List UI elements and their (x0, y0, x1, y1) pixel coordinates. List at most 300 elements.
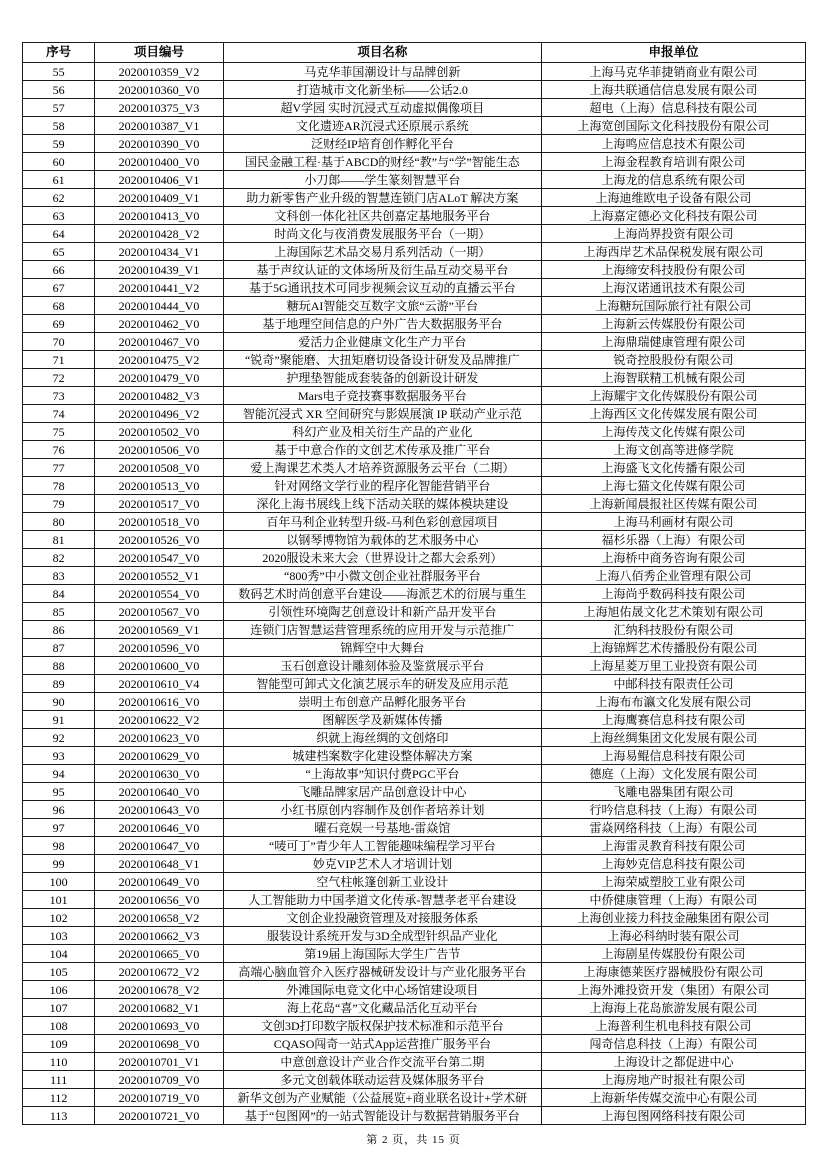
header-cell-no: 序号 (23, 43, 95, 63)
cell-serial-number: 106 (23, 981, 95, 999)
cell-project-id: 2020010678_V2 (95, 981, 223, 999)
table-row (23, 567, 806, 585)
cell-serial-number: 92 (23, 729, 95, 747)
cell-project-name: 深化上海书展线上线下活动关联的媒体模块建设 (223, 495, 541, 513)
cell-project-id: 2020010719_V0 (95, 1089, 223, 1107)
cell-serial-number: 109 (23, 1035, 95, 1053)
cell-serial-number: 60 (23, 153, 95, 171)
cell-project-name: 文创企业投融资管理及对接服务体系 (223, 909, 541, 927)
cell-serial-number: 56 (23, 81, 95, 99)
cell-applicant-org: 上海星菱万里工业投资有限公司 (541, 657, 805, 675)
cell-project-name: 多元文创载体联动运营及媒体服务平台 (223, 1071, 541, 1089)
cell-applicant-org: 行吟信息科技（上海）有限公司 (541, 801, 805, 819)
table-row (23, 1035, 806, 1053)
cell-applicant-org: 上海鹰赛信息科技有限公司 (541, 711, 805, 729)
table-row (23, 387, 806, 405)
cell-project-id: 2020010400_V0 (95, 153, 223, 171)
table-row (23, 603, 806, 621)
cell-serial-number: 90 (23, 693, 95, 711)
cell-applicant-org: 上海新华传媒交流中心有限公司 (541, 1089, 805, 1107)
cell-project-name: 外滩国际电竞文化中心场馆建设项目 (223, 981, 541, 999)
cell-project-id: 2020010508_V0 (95, 459, 223, 477)
table-row (23, 909, 806, 927)
cell-project-name: 小红书原创内容制作及创作者培养计划 (223, 801, 541, 819)
cell-serial-number: 81 (23, 531, 95, 549)
cell-project-name: 国民金融工程·基于ABCD的财经“教”与“学”智能生态 (223, 153, 541, 171)
cell-applicant-org: 上海鼎瑞健康管理有限公司 (541, 333, 805, 351)
cell-applicant-org: 上海传茂文化传媒有限公司 (541, 423, 805, 441)
cell-project-id: 2020010513_V0 (95, 477, 223, 495)
table-row (23, 279, 806, 297)
cell-serial-number: 84 (23, 585, 95, 603)
table-row (23, 765, 806, 783)
cell-project-id: 2020010701_V1 (95, 1053, 223, 1071)
cell-serial-number: 95 (23, 783, 95, 801)
cell-applicant-org: 上海剧星传媒股份有限公司 (541, 945, 805, 963)
cell-project-name: 中意创意设计产业合作交流平台第二期 (223, 1053, 541, 1071)
cell-project-name: 上海国际艺术品交易月系列活动（一期） (223, 243, 541, 261)
cell-project-id: 2020010552_V1 (95, 567, 223, 585)
cell-applicant-org: 上海房地产时报社有限公司 (541, 1071, 805, 1089)
cell-serial-number: 103 (23, 927, 95, 945)
cell-applicant-org: 上海七猫文化传媒有限公司 (541, 477, 805, 495)
cell-applicant-org: 上海宽创国际文化科技股份有限公司 (541, 117, 805, 135)
cell-serial-number: 65 (23, 243, 95, 261)
cell-project-name: 引领性环境陶艺创意设计和新产品开发平台 (223, 603, 541, 621)
cell-serial-number: 62 (23, 189, 95, 207)
cell-serial-number: 113 (23, 1107, 95, 1125)
cell-serial-number: 73 (23, 387, 95, 405)
table-row (23, 927, 806, 945)
table-header (23, 43, 806, 63)
cell-applicant-org: 雷焱网络科技（上海）有限公司 (541, 819, 805, 837)
cell-project-id: 2020010462_V0 (95, 315, 223, 333)
cell-serial-number: 98 (23, 837, 95, 855)
cell-project-id: 2020010622_V2 (95, 711, 223, 729)
cell-project-name: 智能型可卸式文化演艺展示车的研发及应用示范 (223, 675, 541, 693)
cell-project-name: 基于地理空间信息的户外广告大数据服务平台 (223, 315, 541, 333)
cell-serial-number: 85 (23, 603, 95, 621)
cell-project-name: 人工智能助力中国孝道文化传承-智慧孝老平台建设 (223, 891, 541, 909)
table-row (23, 657, 806, 675)
cell-applicant-org: 上海尚乎数码科技有限公司 (541, 585, 805, 603)
table-row (23, 153, 806, 171)
cell-applicant-org: 汇纳科技股份有限公司 (541, 621, 805, 639)
cell-project-name: 基于中意合作的文创艺术传承及推广平台 (223, 441, 541, 459)
table-row (23, 333, 806, 351)
cell-serial-number: 77 (23, 459, 95, 477)
cell-serial-number: 83 (23, 567, 95, 585)
cell-project-id: 2020010413_V0 (95, 207, 223, 225)
table-row (23, 711, 806, 729)
table-row (23, 63, 806, 81)
cell-project-name: 百年马利企业转型升级-马利色彩创意园项目 (223, 513, 541, 531)
cell-project-id: 2020010409_V1 (95, 189, 223, 207)
cell-project-id: 2020010518_V0 (95, 513, 223, 531)
cell-applicant-org: 上海盛飞文化传播有限公司 (541, 459, 805, 477)
table-row (23, 171, 806, 189)
cell-applicant-org: 上海耀宇文化传媒股份有限公司 (541, 387, 805, 405)
cell-serial-number: 112 (23, 1089, 95, 1107)
cell-project-id: 2020010693_V0 (95, 1017, 223, 1035)
cell-project-name: 科幻产业及相关衍生产品的产业化 (223, 423, 541, 441)
cell-applicant-org: 德庭（上海）文化发展有限公司 (541, 765, 805, 783)
cell-project-id: 2020010640_V0 (95, 783, 223, 801)
cell-serial-number: 59 (23, 135, 95, 153)
table-row (23, 675, 806, 693)
cell-project-id: 2020010672_V2 (95, 963, 223, 981)
table-row (23, 1071, 806, 1089)
cell-applicant-org: 上海锦辉艺术传播股份有限公司 (541, 639, 805, 657)
table-row (23, 99, 806, 117)
cell-applicant-org: 上海包图网络科技有限公司 (541, 1107, 805, 1125)
cell-project-id: 2020010596_V0 (95, 639, 223, 657)
cell-applicant-org: 上海雷灵教育科技有限公司 (541, 837, 805, 855)
cell-project-name: 糖玩AI智能交互数字文旅“云游”平台 (223, 297, 541, 315)
cell-project-id: 2020010406_V1 (95, 171, 223, 189)
cell-project-id: 2020010647_V0 (95, 837, 223, 855)
cell-project-name: 超V学园 实时沉浸式互动虚拟偶像项目 (223, 99, 541, 117)
cell-serial-number: 110 (23, 1053, 95, 1071)
cell-applicant-org: 上海金程教育培训有限公司 (541, 153, 805, 171)
cell-project-name: 马克华菲国潮设计与品牌创新 (223, 63, 541, 81)
cell-serial-number: 100 (23, 873, 95, 891)
cell-applicant-org: 上海汉诺通讯技术有限公司 (541, 279, 805, 297)
cell-project-name: 文创3D打印数字版权保护技术标准和示范平台 (223, 1017, 541, 1035)
cell-applicant-org: 上海鸣应信息技术有限公司 (541, 135, 805, 153)
header-cell-org: 申报单位 (541, 43, 805, 63)
cell-serial-number: 63 (23, 207, 95, 225)
table-row (23, 819, 806, 837)
cell-project-name: 基于声纹认证的文体场所及衍生品互动交易平台 (223, 261, 541, 279)
cell-project-name: 高端心脑血管介入医疗器械研发设计与产业化服务平台 (223, 963, 541, 981)
cell-project-id: 2020010662_V3 (95, 927, 223, 945)
cell-project-name: “锐奇”聚能磨、大扭矩磨切设备设计研发及品牌推广 (223, 351, 541, 369)
cell-project-name: 以钢琴博物馆为载体的艺术服务中心 (223, 531, 541, 549)
cell-serial-number: 111 (23, 1071, 95, 1089)
cell-serial-number: 64 (23, 225, 95, 243)
cell-project-name: 飞雕品牌家居产品创意设计中心 (223, 783, 541, 801)
cell-applicant-org: 上海马克华菲捷销商业有限公司 (541, 63, 805, 81)
cell-applicant-org: 上海嘉定德必文化科技有限公司 (541, 207, 805, 225)
cell-project-name: 小刀郎——学生篆刻智慧平台 (223, 171, 541, 189)
cell-applicant-org: 闯奇信息科技（上海）有限公司 (541, 1035, 805, 1053)
table-row (23, 423, 806, 441)
cell-applicant-org: 锐奇控股股份有限公司 (541, 351, 805, 369)
cell-applicant-org: 上海荣威塑胶工业有限公司 (541, 873, 805, 891)
cell-project-name: 第19届上海国际大学生广告节 (223, 945, 541, 963)
cell-applicant-org: 上海缔安科技股份有限公司 (541, 261, 805, 279)
table-row (23, 135, 806, 153)
table-row (23, 783, 806, 801)
cell-applicant-org: 上海旭佑晟文化艺术策划有限公司 (541, 603, 805, 621)
cell-project-id: 2020010467_V0 (95, 333, 223, 351)
cell-applicant-org: 上海智联精工机械有限公司 (541, 369, 805, 387)
cell-serial-number: 102 (23, 909, 95, 927)
cell-serial-number: 76 (23, 441, 95, 459)
cell-applicant-org: 上海共联通信信息发展有限公司 (541, 81, 805, 99)
cell-serial-number: 58 (23, 117, 95, 135)
cell-project-id: 2020010698_V0 (95, 1035, 223, 1053)
cell-applicant-org: 上海新云传媒股份有限公司 (541, 315, 805, 333)
table-row (23, 621, 806, 639)
cell-applicant-org: 上海八佰秀企业管理有限公司 (541, 567, 805, 585)
table-row (23, 261, 806, 279)
cell-project-id: 2020010554_V0 (95, 585, 223, 603)
cell-project-id: 2020010360_V0 (95, 81, 223, 99)
header-cell-id: 项目编号 (95, 43, 223, 63)
cell-project-name: 2020服设未来大会（世界设计之都大会系列） (223, 549, 541, 567)
cell-project-id: 2020010721_V0 (95, 1107, 223, 1125)
cell-applicant-org: 上海创业接力科技金融集团有限公司 (541, 909, 805, 927)
cell-project-name: 时尚文化与夜消费发展服务平台（一期） (223, 225, 541, 243)
cell-project-id: 2020010482_V3 (95, 387, 223, 405)
table-row (23, 1017, 806, 1035)
cell-serial-number: 97 (23, 819, 95, 837)
table-row (23, 1089, 806, 1107)
cell-project-id: 2020010656_V0 (95, 891, 223, 909)
table-row (23, 513, 806, 531)
cell-serial-number: 79 (23, 495, 95, 513)
cell-applicant-org: 中侨健康管理（上海）有限公司 (541, 891, 805, 909)
table-row (23, 189, 806, 207)
cell-project-name: 曜石竞娱一号基地-雷焱馆 (223, 819, 541, 837)
table-row (23, 801, 806, 819)
cell-applicant-org: 福杉乐器（上海）有限公司 (541, 531, 805, 549)
cell-serial-number: 82 (23, 549, 95, 567)
table-row (23, 315, 806, 333)
cell-serial-number: 96 (23, 801, 95, 819)
cell-project-name: 基于“包图网”的一站式智能设计与数据营销服务平台 (223, 1107, 541, 1125)
cell-project-name: 基于5G通讯技术可同步视频会议互动的直播云平台 (223, 279, 541, 297)
cell-applicant-org: 上海西区文化传媒发展有限公司 (541, 405, 805, 423)
table-row (23, 693, 806, 711)
table-row (23, 891, 806, 909)
table-row (23, 351, 806, 369)
table-row (23, 495, 806, 513)
table-row (23, 981, 806, 999)
cell-project-id: 2020010682_V1 (95, 999, 223, 1017)
cell-serial-number: 57 (23, 99, 95, 117)
page-number-footer: 第 2 页，共 15 页 (366, 1134, 461, 1146)
cell-serial-number: 72 (23, 369, 95, 387)
cell-project-id: 2020010547_V0 (95, 549, 223, 567)
cell-serial-number: 69 (23, 315, 95, 333)
cell-project-id: 2020010616_V0 (95, 693, 223, 711)
cell-serial-number: 78 (23, 477, 95, 495)
cell-applicant-org: 上海康德莱医疗器械股份有限公司 (541, 963, 805, 981)
cell-project-id: 2020010526_V0 (95, 531, 223, 549)
cell-serial-number: 80 (23, 513, 95, 531)
table-row (23, 459, 806, 477)
table-row (23, 729, 806, 747)
header-row (23, 43, 806, 63)
cell-applicant-org: 上海龙的信息系统有限公司 (541, 171, 805, 189)
cell-serial-number: 107 (23, 999, 95, 1017)
cell-project-name: 图解医学及新媒体传播 (223, 711, 541, 729)
cell-project-name: 锦辉空中大舞台 (223, 639, 541, 657)
table-row (23, 963, 806, 981)
cell-applicant-org: 上海西岸艺术品保税发展有限公司 (541, 243, 805, 261)
cell-project-name: 针对网络文学行业的程序化智能营销平台 (223, 477, 541, 495)
cell-project-name: 助力新零售产业升级的智慧连锁门店ALoT 解决方案 (223, 189, 541, 207)
cell-applicant-org: 上海外滩投资开发（集团）有限公司 (541, 981, 805, 999)
cell-project-id: 2020010502_V0 (95, 423, 223, 441)
cell-project-name: “唛可丁”青少年人工智能趣味编程学习平台 (223, 837, 541, 855)
cell-applicant-org: 上海妙克信息科技有限公司 (541, 855, 805, 873)
cell-serial-number: 70 (23, 333, 95, 351)
cell-applicant-org: 上海易鲲信息科技有限公司 (541, 747, 805, 765)
cell-serial-number: 87 (23, 639, 95, 657)
cell-applicant-org: 上海文创高等进修学院 (541, 441, 805, 459)
cell-project-id: 2020010434_V1 (95, 243, 223, 261)
cell-project-id: 2020010665_V0 (95, 945, 223, 963)
table-row (23, 837, 806, 855)
table-row (23, 585, 806, 603)
cell-applicant-org: 上海马利画材有限公司 (541, 513, 805, 531)
cell-project-name: 城建档案数字化建设整体解决方案 (223, 747, 541, 765)
table-row (23, 747, 806, 765)
cell-project-name: “上海故事”知识付费PGC平台 (223, 765, 541, 783)
cell-project-id: 2020010600_V0 (95, 657, 223, 675)
cell-project-name: 玉石创意设计雕刻体验及鉴赏展示平台 (223, 657, 541, 675)
table-row (23, 1107, 806, 1125)
cell-project-name: 空气柱帐篷创新工业设计 (223, 873, 541, 891)
cell-applicant-org: 上海桥中商务咨询有限公司 (541, 549, 805, 567)
cell-project-name: 妙克VIP艺术人才培训计划 (223, 855, 541, 873)
cell-project-name: 文化遗迹AR沉浸式还原展示系统 (223, 117, 541, 135)
table-row (23, 243, 806, 261)
cell-serial-number: 68 (23, 297, 95, 315)
cell-project-name: “800秀”中小微文创企业社群服务平台 (223, 567, 541, 585)
table-row (23, 639, 806, 657)
cell-project-id: 2020010375_V3 (95, 99, 223, 117)
cell-applicant-org: 上海普利生机电科技有限公司 (541, 1017, 805, 1035)
table-row (23, 549, 806, 567)
cell-project-name: 智能沉浸式 XR 空间研究与影娱展演 IP 联动产业示范 (223, 405, 541, 423)
cell-serial-number: 74 (23, 405, 95, 423)
cell-project-id: 2020010506_V0 (95, 441, 223, 459)
table-row (23, 207, 806, 225)
cell-project-name: 护理垫智能成套装备的创新设计研发 (223, 369, 541, 387)
cell-project-id: 2020010359_V2 (95, 63, 223, 81)
cell-project-id: 2020010623_V0 (95, 729, 223, 747)
cell-project-id: 2020010439_V1 (95, 261, 223, 279)
cell-serial-number: 89 (23, 675, 95, 693)
cell-project-id: 2020010517_V0 (95, 495, 223, 513)
table-row (23, 117, 806, 135)
cell-serial-number: 101 (23, 891, 95, 909)
cell-project-id: 2020010390_V0 (95, 135, 223, 153)
cell-applicant-org: 上海迪维欧电子设备有限公司 (541, 189, 805, 207)
table-row (23, 225, 806, 243)
cell-serial-number: 71 (23, 351, 95, 369)
cell-project-id: 2020010630_V0 (95, 765, 223, 783)
cell-serial-number: 93 (23, 747, 95, 765)
table-row (23, 405, 806, 423)
cell-serial-number: 88 (23, 657, 95, 675)
cell-applicant-org: 上海丝绸集团文化发展有限公司 (541, 729, 805, 747)
cell-applicant-org: 中邮科技有限责任公司 (541, 675, 805, 693)
cell-project-name: 连锁门店智慧运营管理系统的应用开发与示范推广 (223, 621, 541, 639)
cell-applicant-org: 上海必科纳时装有限公司 (541, 927, 805, 945)
cell-project-id: 2020010475_V2 (95, 351, 223, 369)
cell-project-id: 2020010569_V1 (95, 621, 223, 639)
table-row (23, 855, 806, 873)
cell-project-id: 2020010444_V0 (95, 297, 223, 315)
cell-serial-number: 91 (23, 711, 95, 729)
cell-serial-number: 61 (23, 171, 95, 189)
cell-project-id: 2020010629_V0 (95, 747, 223, 765)
table-row (23, 999, 806, 1017)
cell-project-name: 文科创一体化社区共创嘉定基地服务平台 (223, 207, 541, 225)
project-table-body (23, 63, 806, 1125)
table-row (23, 873, 806, 891)
cell-project-name: 数码艺术时尚创意平台建设——海派艺术的衍展与重生 (223, 585, 541, 603)
cell-applicant-org: 上海新闻晨报社区传媒有限公司 (541, 495, 805, 513)
cell-project-id: 2020010610_V4 (95, 675, 223, 693)
cell-project-id: 2020010441_V2 (95, 279, 223, 297)
cell-project-id: 2020010479_V0 (95, 369, 223, 387)
cell-applicant-org: 上海海上花岛旅游发展有限公司 (541, 999, 805, 1017)
cell-project-name: 新华文创为产业赋能（公益展览+商业联名设计+学术研 (223, 1089, 541, 1107)
cell-project-id: 2020010646_V0 (95, 819, 223, 837)
cell-serial-number: 99 (23, 855, 95, 873)
header-cell-name: 项目名称 (223, 43, 541, 63)
cell-project-id: 2020010649_V0 (95, 873, 223, 891)
cell-project-name: 爱上淘课艺术类人才培养资源服务云平台（二期） (223, 459, 541, 477)
cell-project-name: 织就上海丝绸的文创烙印 (223, 729, 541, 747)
cell-applicant-org: 上海设计之都促进中心 (541, 1053, 805, 1071)
table-row (23, 1053, 806, 1071)
table-row (23, 81, 806, 99)
table-row (23, 477, 806, 495)
cell-project-id: 2020010709_V0 (95, 1071, 223, 1089)
project-table (22, 42, 806, 1125)
cell-project-name: 打造城市文化新坐标——公话2.0 (223, 81, 541, 99)
cell-applicant-org: 飞雕电器集团有限公司 (541, 783, 805, 801)
cell-applicant-org: 上海尚界投资有限公司 (541, 225, 805, 243)
cell-project-name: 海上花岛“喜”文化藏品活化互动平台 (223, 999, 541, 1017)
cell-serial-number: 66 (23, 261, 95, 279)
cell-project-name: CQASO闯奇一站式App运营推广服务平台 (223, 1035, 541, 1053)
cell-serial-number: 67 (23, 279, 95, 297)
table-row (23, 297, 806, 315)
cell-applicant-org: 上海布布瀛文化发展有限公司 (541, 693, 805, 711)
cell-project-name: 服装设计系统开发与3D全成型针织品产业化 (223, 927, 541, 945)
table-row (23, 441, 806, 459)
cell-project-name: 泛财经IP培育创作孵化平台 (223, 135, 541, 153)
cell-project-id: 2020010643_V0 (95, 801, 223, 819)
table-row (23, 945, 806, 963)
cell-project-id: 2020010387_V1 (95, 117, 223, 135)
cell-project-id: 2020010648_V1 (95, 855, 223, 873)
table-row (23, 531, 806, 549)
cell-serial-number: 108 (23, 1017, 95, 1035)
table-row (23, 369, 806, 387)
cell-project-name: 崇明土布创意产品孵化服务平台 (223, 693, 541, 711)
cell-project-id: 2020010496_V2 (95, 405, 223, 423)
cell-serial-number: 94 (23, 765, 95, 783)
cell-project-id: 2020010567_V0 (95, 603, 223, 621)
cell-project-id: 2020010658_V2 (95, 909, 223, 927)
cell-applicant-org: 上海糖玩国际旅行社有限公司 (541, 297, 805, 315)
cell-serial-number: 86 (23, 621, 95, 639)
cell-project-id: 2020010428_V2 (95, 225, 223, 243)
cell-serial-number: 105 (23, 963, 95, 981)
cell-serial-number: 75 (23, 423, 95, 441)
cell-project-name: Mars电子竞技赛事数据服务平台 (223, 387, 541, 405)
